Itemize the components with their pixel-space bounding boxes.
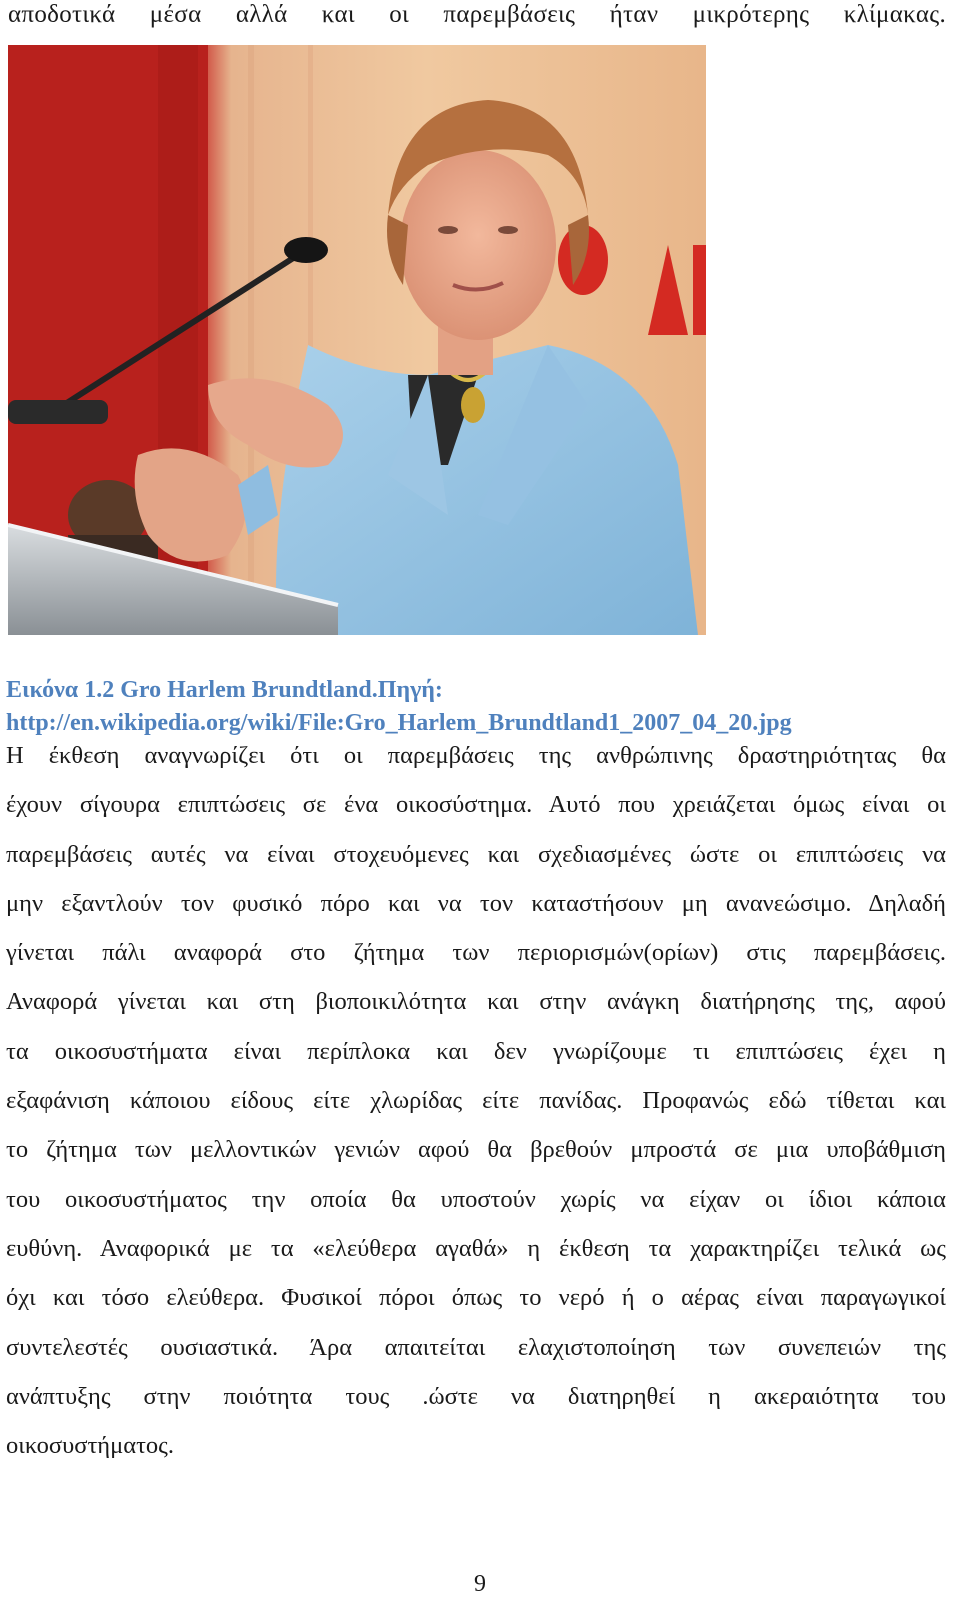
figure-caption-title: Εικόνα 1.2 Gro Harlem Brundtland.Πηγή: [6,677,443,703]
page-number: 9 [474,1571,486,1597]
paragraph-line: ευθύνη. Αναφορικά με τα «ελεύθερα αγαθά» η έκθεση τα χαρακτηρίζει τελικά ως [6,1234,946,1262]
paragraph-line: ανάπτυξης στην ποιότητα τους .ώστε να διατηρηθεί η ακεραιότητα του [6,1382,946,1410]
paragraph-line: το ζήτημα των μελλοντικών γενιών αφού θα βρεθούν μπροστά σε μια υποβάθμιση [6,1136,946,1164]
paragraph-line: τα οικοσυστήματα είναι περίπλοκα και δεν γνωρίζουμε τι επιπτώσεις έχει η [6,1037,946,1065]
continued-text-line: αποδοτικά μέσα αλλά και οι παρεμβάσεις ήταν μικρότερης κλίμακας. [8,1,946,28]
paragraph-line: μην εξαντλούν τον φυσικό πόρο και να τον καταστήσουν μη ανανεώσιμο. Δηλαδή [6,889,946,917]
paragraph-line: συντελεστές ουσιαστικά. Άρα απαιτείται ελαχιστοποίηση των συνεπειών της [6,1333,946,1361]
figure-caption-source-url: http://en.wikipedia.org/wiki/File:Gro_Harlem_Brundtland1_2007_04_20.jpg [6,710,792,736]
figure-photo-speaker [8,45,706,635]
paragraph-line: Αναφορά γίνεται και στη βιοποικιλότητα και στην ανάγκη διατήρησης της, αφού [6,988,946,1016]
paragraph-line: οικοσυστήματος. [6,1432,174,1460]
paragraph-line: παρεμβάσεις αυτές να είναι στοχευόμενες και σχεδιασμένες ώστε οι επιπτώσεις να [6,840,946,868]
paragraph-line: του οικοσυστήματος την οποία θα υποστούν χωρίς να είχαν οι ίδιοι κάποια [6,1185,946,1213]
paragraph-line: όχι και τόσο ελεύθερα. Φυσικοί πόροι όπως το νερό ή ο αέρας είναι παραγωγικοί [6,1284,946,1312]
paragraph-line: Η έκθεση αναγνωρίζει ότι οι παρεμβάσεις της ανθρώπινης δραστηριότητας θα [6,742,946,769]
body-paragraph [6,731,946,1470]
paragraph-line: εξαφάνιση κάποιου είδους είτε χλωρίδας είτε πανίδας. Προφανώς εδώ τίθεται και [6,1087,946,1115]
paragraph-line: γίνεται πάλι αναφορά στο ζήτημα των περιορισμών(ορίων) στις παρεμβάσεις. [6,939,946,967]
paragraph-line: έχουν σίγουρα επιπτώσεις σε ένα οικοσύστημα. Αυτό που χρειάζεται όμως είναι οι [6,791,946,819]
